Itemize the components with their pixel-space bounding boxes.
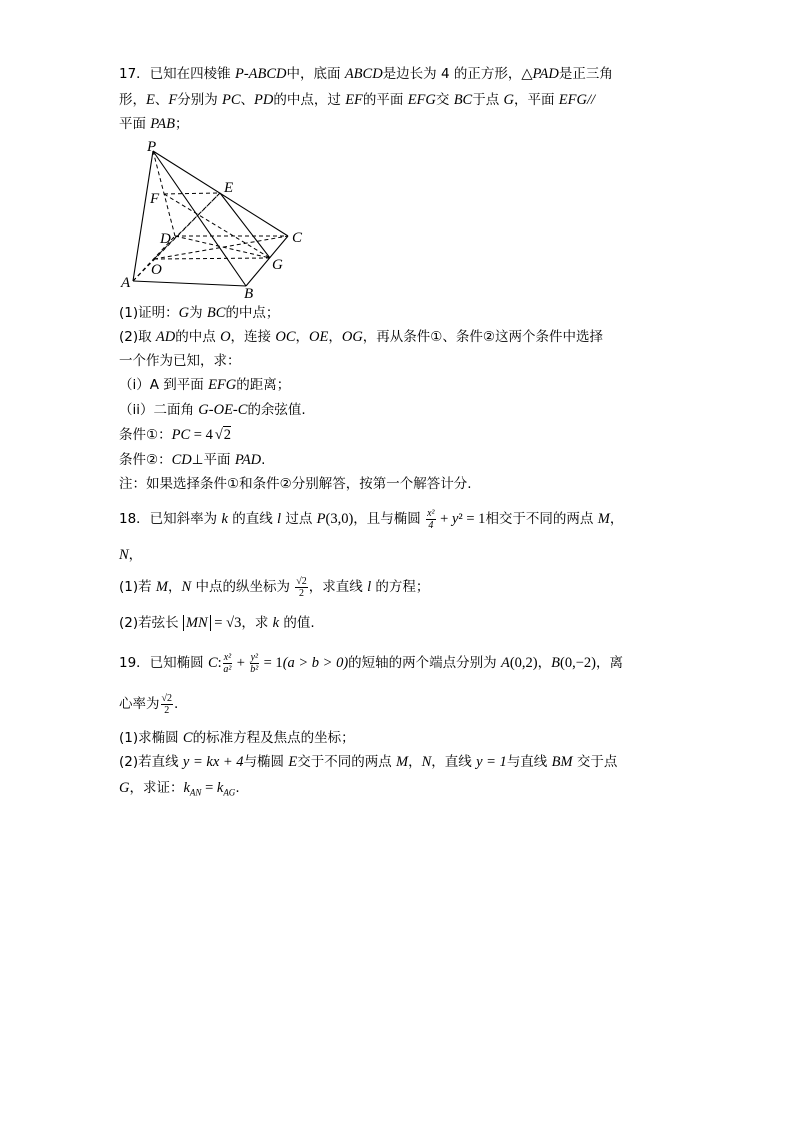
edge-PA <box>133 151 153 281</box>
frac-den: 4 <box>428 519 434 531</box>
q19-math: B <box>551 655 560 671</box>
frac-den: 2 <box>164 704 170 716</box>
q18-text: 的值. <box>279 615 315 631</box>
q18-part-2 <box>119 614 315 632</box>
q19-math: G <box>119 780 130 796</box>
fraction-sqrt2-over-2 <box>161 693 174 716</box>
fraction-x2-over-a2 <box>223 652 232 675</box>
segment-OG <box>154 258 270 259</box>
q18-text: 的直线 <box>227 511 278 527</box>
q18-math: k <box>272 615 280 631</box>
q19-text: (2)若直线 <box>119 754 183 770</box>
q19-subscript: AN <box>189 787 202 798</box>
q19-text: . <box>174 696 179 712</box>
label-G: G <box>272 257 283 273</box>
q17-part-2-cont <box>119 352 241 370</box>
q18-math: P <box>316 511 326 527</box>
q19-math: (a > b > 0) <box>282 655 349 671</box>
q18-text: ， <box>128 547 143 563</box>
q18-math: + <box>436 511 452 527</box>
q19-math: = <box>201 780 217 796</box>
q17-text: ； <box>175 116 189 132</box>
q19-math: + <box>233 655 249 671</box>
q19-part-1 <box>119 729 355 747</box>
q18-line-1 <box>119 506 623 532</box>
q18-abs-MN: MN <box>183 615 211 631</box>
q18-text: (2)若弦长 <box>119 615 183 631</box>
q19-text: ，求证： <box>129 780 184 796</box>
q17-math: P-ABCD <box>234 66 287 82</box>
label-A: A <box>121 275 131 291</box>
q17-subpart-i <box>119 376 290 394</box>
q17-part-1 <box>119 304 279 322</box>
q19-math: A <box>500 655 510 671</box>
q17-text: （ii）二面角 <box>119 402 199 418</box>
q18-math: N <box>181 579 192 595</box>
q17-math: G-OE-C <box>198 402 248 418</box>
q17-math: PD <box>254 92 274 108</box>
q18-line-2 <box>119 546 142 564</box>
q17-line-1 <box>119 65 613 83</box>
q17-text: ，连接 <box>230 329 276 345</box>
q18-math: M <box>155 579 169 595</box>
label-B: B <box>244 286 254 300</box>
q17-text: 的中点 <box>175 329 221 345</box>
q17-condition-2 <box>119 451 265 469</box>
q18-math: = <box>210 615 227 631</box>
q17-math: BC <box>453 92 473 108</box>
q19-line-1 <box>119 648 623 678</box>
q17-text: 的中点； <box>225 305 280 321</box>
q17-text: ，平面 <box>514 92 559 108</box>
segment-FE <box>164 193 220 194</box>
q19-math: (0,2) <box>509 655 538 671</box>
q17-text: 是边长为 4 的正方形， <box>382 66 522 82</box>
q17-math: BC <box>206 305 226 321</box>
q17-text: 、 <box>154 92 169 108</box>
q17-math: PAD <box>234 452 262 468</box>
q19-part-2 <box>119 753 617 771</box>
q17-math: CD <box>171 452 192 468</box>
q19-math: E <box>288 754 298 770</box>
q17-text: 的余弦值. <box>247 402 306 418</box>
q17-math: PC <box>171 427 191 443</box>
q18-text: (1)若 <box>119 579 156 595</box>
label-D: D <box>160 231 171 247</box>
q17-text: 条件①： <box>119 427 172 443</box>
q19-text: ，直线 <box>431 754 477 770</box>
q17-math: AD <box>155 329 176 345</box>
q17-text: ， <box>328 329 342 345</box>
q17-part-2 <box>119 328 603 346</box>
fraction-x2-over-4 <box>426 508 435 531</box>
q17-line-2 <box>119 91 595 109</box>
q17-text: 为 <box>189 305 207 321</box>
frac-num: √2 <box>296 575 307 587</box>
q19-math: : <box>217 655 222 671</box>
q17-text: 是正三角 <box>558 66 613 82</box>
frac-num: y² <box>250 651 258 663</box>
fraction-sqrt2-over-2 <box>295 576 308 599</box>
q17-text: 交 <box>435 92 454 108</box>
q18-text: 相交于不同的两点 <box>485 511 598 527</box>
q17-text: 的平面 <box>362 92 408 108</box>
q17-text: (2)取 <box>119 329 156 345</box>
label-O: O <box>151 262 162 278</box>
q18-math: ² = 1 <box>458 511 486 527</box>
q18-math: l <box>277 511 282 527</box>
q19-math: k <box>216 780 224 796</box>
q17-math: = 4 <box>190 427 213 443</box>
q19-text: 的短轴的两个端点分别为 <box>348 655 501 671</box>
q17-text: 17．已知在四棱锥 <box>119 66 235 82</box>
q17-text: 条件②： <box>119 452 172 468</box>
q18-text: 过点 <box>281 511 317 527</box>
edge-PB <box>153 151 246 286</box>
q17-text: ， <box>295 329 309 345</box>
frac-den: b² <box>250 663 259 675</box>
q18-text: ，且与椭圆 <box>353 511 426 527</box>
q17-math: G <box>178 305 190 321</box>
q17-math: △PAD <box>521 66 559 82</box>
q17-math: EF <box>345 92 363 108</box>
q19-text: 与直线 <box>506 754 552 770</box>
frac-num: x² <box>223 651 232 663</box>
q18-math: k <box>221 511 228 527</box>
q19-math: N <box>421 754 432 770</box>
q17-text: . <box>261 452 266 468</box>
q17-text: 、 <box>240 92 255 108</box>
frac-den: a² <box>223 663 232 675</box>
q19-math: y = 1 <box>476 754 507 770</box>
q18-math: M <box>597 511 610 527</box>
q19-text: 交于不同的两点 <box>297 754 397 770</box>
q17-text: 的中点，过 <box>273 92 346 108</box>
q17-math: PAB <box>150 116 175 132</box>
q18-text: ， <box>609 511 624 527</box>
q17-math: EFG// <box>558 92 596 108</box>
q19-text: ， <box>408 754 422 770</box>
q17-condition-1: 条件①：PC = 4 √2 <box>119 427 232 443</box>
q19-text: 交于点 <box>572 754 618 770</box>
q17-math: PC <box>222 92 241 108</box>
q19-text: . <box>235 780 240 796</box>
q17-text: 于点 <box>472 92 504 108</box>
pyramid-figure <box>115 135 315 300</box>
q18-text: 18．已知斜率为 <box>119 511 222 527</box>
q17-math: OG <box>341 329 363 345</box>
q19-math: (0,−2) <box>559 655 596 671</box>
q19-math: M <box>396 754 409 770</box>
q17-text: 分别为 <box>177 92 223 108</box>
q19-math: = 1 <box>260 655 283 671</box>
label-C: C <box>292 230 303 246</box>
q19-math: C <box>182 730 193 746</box>
frac-num: x² <box>427 507 435 519</box>
q19-math: BM <box>551 754 573 770</box>
q17-text: (1)证明： <box>119 305 179 321</box>
q18-text: 中点的纵坐标为 <box>191 579 295 595</box>
q17-note <box>119 475 472 493</box>
fraction-y2-over-b2 <box>250 652 259 675</box>
q17-text: 中，底面 <box>286 66 345 82</box>
q17-text: （i）A 到平面 <box>119 377 209 393</box>
q18-math: √3 <box>226 615 242 631</box>
q19-text: 与椭圆 <box>243 754 289 770</box>
q18-math: y <box>451 511 459 527</box>
q17-line-3 <box>119 115 189 133</box>
q17-math: G <box>503 92 514 108</box>
q17-math: OE <box>309 329 329 345</box>
q17-text: ⊥平面 <box>191 452 235 468</box>
q17-text: 的距离； <box>236 377 291 393</box>
q17-math: EFG <box>208 377 237 393</box>
q17-math: ABCD <box>344 66 383 82</box>
segment-EG <box>220 193 270 258</box>
q18-text: 的方程； <box>371 579 430 595</box>
q19-text: 的标准方程及焦点的坐标； <box>192 730 355 746</box>
edge-AB <box>133 281 246 286</box>
q17-text: 注：如果选择条件①和条件②分别解答，按第一个解答计分. <box>119 476 472 492</box>
q17-subpart-ii <box>119 401 306 419</box>
label-P: P <box>147 139 157 155</box>
q19-text: ，离 <box>595 655 623 671</box>
q19-text: (1)求椭圆 <box>119 730 183 746</box>
sqrt-radicand: 2 <box>223 427 232 443</box>
q17-text: 平面 <box>119 116 151 132</box>
q18-part-1 <box>119 573 429 601</box>
q18-text: ， <box>168 579 182 595</box>
q19-math: y = kx + 4 <box>182 754 244 770</box>
q19-subscript: AG <box>223 787 236 798</box>
q18-math: N <box>119 547 129 563</box>
q18-text: ，求直线 <box>308 579 368 595</box>
frac-num: √2 <box>161 692 172 704</box>
q17-math: EFG <box>407 92 436 108</box>
q18-math: l <box>367 579 372 595</box>
label-E: E <box>224 180 234 196</box>
q19-text: ， <box>537 655 552 671</box>
label-F: F <box>150 191 160 207</box>
q17-math: E <box>146 92 155 108</box>
q19-line-2 <box>119 690 178 718</box>
q19-math: C <box>207 655 218 671</box>
q18-math: (3,0) <box>325 511 354 527</box>
q18-text: ，求 <box>241 615 273 631</box>
q19-math: k <box>183 780 190 796</box>
q19-text: 心率为 <box>119 696 160 712</box>
q17-math: O <box>220 329 231 345</box>
q19-text: 19．已知椭圆 <box>119 655 208 671</box>
q17-math: OC <box>275 329 296 345</box>
frac-den: 2 <box>299 587 305 599</box>
q19-part-2-cont <box>119 779 240 797</box>
q17-math: F <box>168 92 178 108</box>
q17-text: 一个作为已知，求： <box>119 353 241 369</box>
q17-text: ，再从条件①、条件②这两个条件中选择 <box>362 329 604 345</box>
q17-text: 形， <box>119 92 146 108</box>
